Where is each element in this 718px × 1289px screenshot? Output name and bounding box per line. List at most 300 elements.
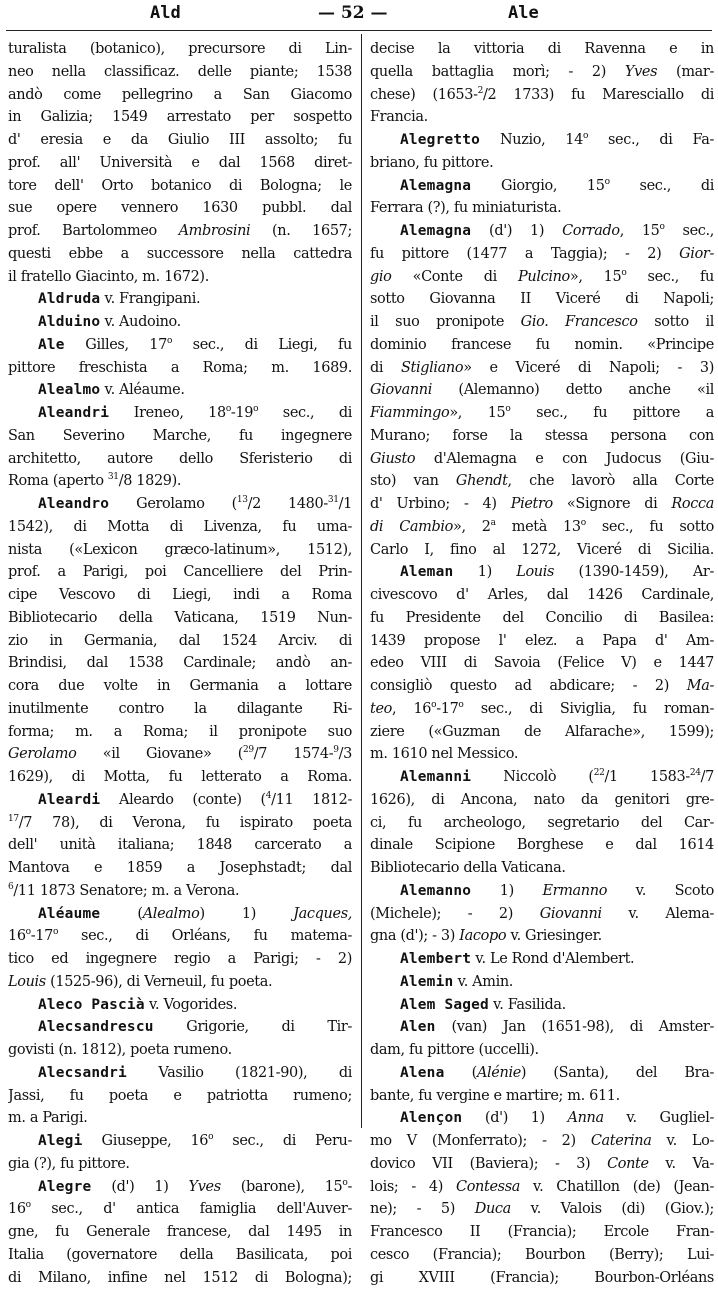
italic-text: Anna bbox=[568, 1110, 604, 1126]
text-line bbox=[8, 220, 352, 243]
line-text: (van) Jan (1651-98), di Amster- bbox=[436, 1019, 714, 1035]
line-text: sto) van bbox=[370, 473, 456, 489]
line-text: ci, fu archeologo, segretario del Car- bbox=[370, 815, 714, 831]
text-line bbox=[370, 698, 714, 721]
superscript: o bbox=[431, 700, 436, 710]
line-text: v. Griesinger. bbox=[506, 928, 602, 944]
text-line bbox=[370, 903, 714, 926]
italic-text: Gio. Francesco bbox=[521, 314, 638, 330]
superscript: o bbox=[505, 404, 510, 414]
entry-headword: Ale bbox=[38, 337, 65, 353]
text-line bbox=[8, 448, 352, 471]
superscript: o bbox=[253, 404, 258, 414]
text-line bbox=[8, 197, 352, 220]
line-text: Grigorie, di Tir- bbox=[154, 1019, 352, 1035]
line-text: edeo VIII di Savoia (Felice V) e 1447 bbox=[370, 655, 714, 671]
text-line bbox=[370, 84, 714, 107]
superscript: 2 bbox=[478, 86, 483, 96]
text-line bbox=[370, 1130, 714, 1153]
line-text: m. a Parigi. bbox=[8, 1110, 88, 1126]
superscript: o bbox=[581, 518, 586, 528]
text-line bbox=[8, 516, 352, 539]
text-line bbox=[8, 607, 352, 630]
line-text: Nuzio, 14 bbox=[480, 132, 583, 148]
line-text: govisti (n. 1812), poeta rumeno. bbox=[8, 1042, 232, 1058]
line-text: Carlo I, fino al 1272, Viceré di Sicilia. bbox=[370, 542, 714, 558]
superscript: o bbox=[208, 1132, 213, 1142]
superscript: 13 bbox=[237, 495, 248, 505]
line-text: -17 bbox=[436, 701, 458, 717]
superscript: 9 bbox=[333, 745, 338, 755]
entry-headword: Alençon bbox=[400, 1110, 462, 1126]
line-text: dominio francese fu nomin. «Principe bbox=[370, 337, 714, 353]
text-line bbox=[8, 38, 352, 61]
header-right-guide-word: Ale bbox=[508, 3, 539, 23]
entry-headword: Alecsandrescu bbox=[38, 1019, 154, 1035]
text-line bbox=[8, 129, 352, 152]
text-line bbox=[370, 288, 714, 311]
line-text: v. Valois (di) (Giov.); bbox=[511, 1201, 714, 1217]
line-text: architetto, autore dello Sferisterio di bbox=[8, 451, 352, 467]
line-text: (d') 1) bbox=[91, 1179, 188, 1195]
superscript: 29 bbox=[243, 745, 254, 755]
text-line bbox=[8, 334, 352, 357]
line-text: 1439 propose l' elez. a Papa d' Am- bbox=[370, 633, 714, 649]
text-line bbox=[8, 1221, 352, 1244]
text-line bbox=[8, 971, 352, 994]
text-line bbox=[8, 357, 352, 380]
italic-text: Alénie bbox=[477, 1065, 521, 1081]
line-text: (n. 1657; bbox=[250, 223, 352, 239]
line-text: questi ebbe a successore nella cattedra bbox=[8, 246, 352, 262]
italic-text: Pietro bbox=[511, 496, 553, 512]
text-line bbox=[370, 106, 714, 129]
italic-text: Giovanni bbox=[370, 382, 432, 398]
entry-headword: Alealmo bbox=[38, 382, 100, 398]
line-text: /8 1829). bbox=[119, 473, 181, 489]
superscript: 31 bbox=[108, 472, 119, 482]
entry-headword: Alemanni bbox=[400, 769, 471, 785]
line-text: consigliò questo ad abdicare; - 2) bbox=[370, 678, 687, 694]
line-text: » e Viceré di Napoli; - 3) bbox=[463, 360, 714, 376]
text-line bbox=[8, 1176, 352, 1199]
text-line bbox=[370, 425, 714, 448]
line-text: Niccolò ( bbox=[471, 769, 594, 785]
text-line bbox=[370, 197, 714, 220]
line-text: sec., fu sotto bbox=[586, 519, 714, 535]
text-line bbox=[8, 379, 352, 402]
superscript: o bbox=[342, 1178, 347, 1188]
italic-text: Conte bbox=[607, 1156, 649, 1172]
italic-text: Giovanni bbox=[540, 906, 602, 922]
entry-headword: Alemagna bbox=[400, 178, 471, 194]
line-text: dovico VII (Baviera); - 3) bbox=[370, 1156, 607, 1172]
italic-text: gio bbox=[370, 269, 392, 285]
text-line bbox=[8, 152, 352, 175]
text-line bbox=[370, 1039, 714, 1062]
line-text: San Severino Marche, fu ingegnere bbox=[8, 428, 352, 444]
line-text: di bbox=[370, 360, 401, 376]
line-text: sotto Giovanna II Viceré di Napoli; bbox=[370, 291, 714, 307]
line-text: », 15 bbox=[570, 269, 621, 285]
entry-headword: Aleardi bbox=[38, 792, 100, 808]
line-text: v. Vogorides. bbox=[145, 997, 237, 1013]
text-line bbox=[370, 539, 714, 562]
text-line bbox=[8, 994, 352, 1017]
entry-headword: Aleandri bbox=[38, 405, 109, 421]
entry-headword: Alegretto bbox=[400, 132, 480, 148]
line-text: cesco (Francia); Bourbon (Berry); Lui- bbox=[370, 1247, 714, 1263]
line-text: cora due volte in Germania a lottare bbox=[8, 678, 352, 694]
line-text: 1) bbox=[471, 883, 542, 899]
line-text: ne); - 5) bbox=[370, 1201, 475, 1217]
entry-headword: Alemin bbox=[400, 974, 453, 990]
line-text: /2 1480- bbox=[248, 496, 328, 512]
italic-text: Yves bbox=[625, 64, 657, 80]
line-text: Bibliotecario della Vaticana, 1519 Nun- bbox=[8, 610, 352, 626]
entry-headword: Alemagna bbox=[400, 223, 471, 239]
text-line bbox=[370, 334, 714, 357]
line-text: /11 1873 Senatore; m. a Verona. bbox=[13, 883, 239, 899]
column-divider bbox=[361, 34, 362, 1128]
line-text: Roma (aperto bbox=[8, 473, 108, 489]
text-line bbox=[8, 675, 352, 698]
line-text: /11 1812- bbox=[271, 792, 352, 808]
line-text: sec., di bbox=[610, 178, 714, 194]
text-line bbox=[8, 493, 352, 516]
text-line bbox=[8, 584, 352, 607]
line-text: prof. Bartolommeo bbox=[8, 223, 179, 239]
italic-text: Fiammingo bbox=[370, 405, 449, 421]
line-text: neo nella classificaz. delle piante; 1538 bbox=[8, 64, 352, 80]
line-text: Vasilio (1821-90), di bbox=[127, 1065, 352, 1081]
line-text: Francesco II (Francia); Ercole Fran- bbox=[370, 1224, 714, 1240]
line-text: Bibliotecario della Vaticana. bbox=[370, 860, 566, 876]
text-line bbox=[8, 1107, 352, 1130]
line-text: in Galizia; 1549 arrestato per sospetto bbox=[8, 109, 352, 125]
text-line bbox=[8, 288, 352, 311]
line-text: «Signore di bbox=[553, 496, 672, 512]
superscript: o bbox=[458, 700, 463, 710]
line-text: «Conte di bbox=[392, 269, 519, 285]
line-text: sec., bbox=[665, 223, 714, 239]
italic-text: Ghendt bbox=[456, 473, 508, 489]
left-column bbox=[8, 38, 352, 1289]
text-line bbox=[8, 630, 352, 653]
text-line bbox=[8, 1085, 352, 1108]
line-text: (mar- bbox=[657, 64, 714, 80]
line-text: gia (?), fu pittore. bbox=[8, 1156, 130, 1172]
text-line bbox=[8, 84, 352, 107]
text-line bbox=[8, 470, 352, 493]
line-text: bante, fu vergine e martire; m. 611. bbox=[370, 1088, 620, 1104]
line-text: /3 bbox=[339, 746, 352, 762]
italic-text: Giusto bbox=[370, 451, 415, 467]
line-text: », 15 bbox=[449, 405, 505, 421]
superscript: 4 bbox=[266, 791, 271, 801]
line-text: nista («Lexicon græco-latinum», 1512), bbox=[8, 542, 352, 558]
page-header bbox=[0, 3, 718, 29]
text-line bbox=[370, 880, 714, 903]
text-line bbox=[370, 1267, 714, 1289]
text-line bbox=[370, 971, 714, 994]
line-text: gi XVIII (Francia); Bourbon-Orléans bbox=[370, 1270, 714, 1286]
italic-text: Duca bbox=[475, 1201, 511, 1217]
line-text: 1) bbox=[453, 564, 516, 580]
line-text: Aleardo (conte) ( bbox=[100, 792, 266, 808]
line-text: , 16 bbox=[392, 701, 431, 717]
line-text: v. Fasilida. bbox=[489, 997, 566, 1013]
text-line bbox=[8, 1198, 352, 1221]
text-line bbox=[370, 1244, 714, 1267]
text-line bbox=[8, 106, 352, 129]
line-text: gna (d'); - 3) bbox=[370, 928, 459, 944]
text-line bbox=[370, 925, 714, 948]
line-text: sec., fu bbox=[626, 269, 714, 285]
line-text: ziere («Guzman de Alfarache», 1599); bbox=[370, 724, 714, 740]
line-text: ( bbox=[100, 906, 142, 922]
italic-text: Louis bbox=[516, 564, 554, 580]
line-text: turalista (botanico), precursore di Lin- bbox=[8, 41, 352, 57]
entry-headword: Alembert bbox=[400, 951, 471, 967]
superscript: o bbox=[605, 177, 610, 187]
line-text: d' eresia e da Giulio III assolto; fu bbox=[8, 132, 352, 148]
line-text: -19 bbox=[231, 405, 253, 421]
entry-headword: Alduino bbox=[38, 314, 100, 330]
text-line bbox=[370, 675, 714, 698]
line-text: v. Audoino. bbox=[100, 314, 181, 330]
line-text: Italia (governatore della Basilicata, poi bbox=[8, 1247, 352, 1263]
entry-headword: Aléaume bbox=[38, 906, 100, 922]
line-text: v. Le Rond d'Alembert. bbox=[471, 951, 634, 967]
text-line bbox=[370, 812, 714, 835]
line-text: v. Lo- bbox=[651, 1133, 714, 1149]
text-line bbox=[8, 834, 352, 857]
text-line bbox=[8, 243, 352, 266]
line-text: pittore freschista a Roma; m. 1689. bbox=[8, 360, 352, 376]
entry-headword: Alemanno bbox=[400, 883, 471, 899]
line-text: Giorgio, 15 bbox=[471, 178, 604, 194]
text-line bbox=[8, 698, 352, 721]
italic-text: Gerolamo bbox=[8, 746, 76, 762]
entry-headword: Aleco Pascià bbox=[38, 997, 145, 1013]
line-text: d'Alemagna e con Judocus (Giu- bbox=[415, 451, 714, 467]
line-text: sue opere vennero 1630 pubbl. dal bbox=[8, 200, 352, 216]
line-text: cipe Vescovo di Liegi, indi a Roma bbox=[8, 587, 352, 603]
italic-text: teo bbox=[370, 701, 392, 717]
right-column bbox=[370, 38, 714, 1289]
line-text: sec., di Peru- bbox=[213, 1133, 352, 1149]
line-text: dam, fu pittore (uccelli). bbox=[370, 1042, 539, 1058]
line-text: sec., di Fa- bbox=[588, 132, 714, 148]
line-text: chese) (1653- bbox=[370, 87, 478, 103]
italic-text: Jacques, bbox=[293, 906, 352, 922]
line-text: 16 bbox=[8, 928, 26, 944]
text-line bbox=[370, 243, 714, 266]
italic-text: Corrado bbox=[562, 223, 620, 239]
line-text: il suo pronipote bbox=[370, 314, 521, 330]
italic-text: Yves bbox=[189, 1179, 221, 1195]
line-text: /1 bbox=[339, 496, 352, 512]
text-line bbox=[370, 766, 714, 789]
text-line bbox=[8, 1062, 352, 1085]
italic-text: Louis bbox=[8, 974, 46, 990]
line-text: decise la vittoria di Ravenna e in bbox=[370, 41, 714, 57]
text-line bbox=[8, 880, 352, 903]
text-line bbox=[8, 311, 352, 334]
entry-headword: Alen bbox=[400, 1019, 436, 1035]
italic-text: Caterina bbox=[591, 1133, 652, 1149]
entry-headword: Aldruda bbox=[38, 291, 100, 307]
line-text: Mantova e 1859 a Josephstadt; dal bbox=[8, 860, 352, 876]
line-text: (Alemanno) detto anche «il bbox=[432, 382, 714, 398]
text-line bbox=[370, 948, 714, 971]
text-line bbox=[8, 766, 352, 789]
line-text: 1542), di Motta di Livenza, fu uma- bbox=[8, 519, 352, 535]
text-line bbox=[8, 903, 352, 926]
line-text: », 2 bbox=[453, 519, 491, 535]
line-text: ) (Santa), del Bra- bbox=[521, 1065, 714, 1081]
entry-headword: Alem Saged bbox=[400, 997, 489, 1013]
italic-text: Contessa bbox=[456, 1179, 520, 1195]
text-line bbox=[370, 470, 714, 493]
text-line bbox=[370, 493, 714, 516]
line-text: /1 1583- bbox=[604, 769, 689, 785]
text-line bbox=[8, 425, 352, 448]
line-text: - bbox=[347, 1179, 352, 1195]
line-text: sec., d' antica famiglia dell'Auver- bbox=[31, 1201, 352, 1217]
text-line bbox=[370, 175, 714, 198]
text-line bbox=[370, 607, 714, 630]
line-text: tico ed ingegnere regio a Parigi; - 2) bbox=[8, 951, 352, 967]
line-text: gne, fu Generale francese, dal 1495 in bbox=[8, 1224, 352, 1240]
superscript: o bbox=[583, 131, 588, 141]
line-text: «il Giovane» ( bbox=[76, 746, 243, 762]
text-line bbox=[370, 652, 714, 675]
header-left-guide-word: Ald bbox=[150, 3, 181, 23]
line-text: m. 1610 nel Messico. bbox=[370, 746, 518, 762]
text-line bbox=[8, 652, 352, 675]
line-text: 16 bbox=[8, 1201, 26, 1217]
line-text: prof. a Parigi, poi Cancelliere del Prin- bbox=[8, 564, 352, 580]
line-text: fu pittore (1477 a Taggia); - 2) bbox=[370, 246, 679, 262]
text-line bbox=[8, 1244, 352, 1267]
superscript: 24 bbox=[690, 768, 701, 778]
line-text: lois; - 4) bbox=[370, 1179, 456, 1195]
superscript: o bbox=[167, 336, 172, 346]
line-text: sec., di Orléans, fu matema- bbox=[58, 928, 352, 944]
italic-text: Ma- bbox=[687, 678, 714, 694]
entry-headword: Alegi bbox=[38, 1133, 82, 1149]
line-text: quella battaglia morì; - 2) bbox=[370, 64, 625, 80]
line-text: fu Presidente del Concilio di Basilea: bbox=[370, 610, 714, 626]
line-text: sec., di bbox=[258, 405, 352, 421]
line-text: , che lavorò alla Corte bbox=[508, 473, 714, 489]
text-line bbox=[370, 1107, 714, 1130]
text-line bbox=[8, 1130, 352, 1153]
line-text: sec., di Liegi, fu bbox=[172, 337, 352, 353]
superscript: o bbox=[226, 404, 231, 414]
line-text: (barone), 15 bbox=[221, 1179, 343, 1195]
text-line bbox=[370, 357, 714, 380]
line-text: prof. all' Università e dal 1568 diret- bbox=[8, 155, 352, 171]
text-line bbox=[370, 1016, 714, 1039]
text-line bbox=[8, 789, 352, 812]
line-text: Francia. bbox=[370, 109, 428, 125]
italic-text: Iacopo bbox=[459, 928, 506, 944]
text-line bbox=[370, 402, 714, 425]
line-text: -17 bbox=[31, 928, 53, 944]
line-text: briano, fu pittore. bbox=[370, 155, 493, 171]
line-text: dinale Scipione Borghese e dal 1614 bbox=[370, 837, 714, 853]
text-line bbox=[370, 266, 714, 289]
line-text: Jassi, fu poeta e patriotta rumeno; bbox=[8, 1088, 352, 1104]
line-text: di Milano, infine nel 1512 di Bologna); bbox=[8, 1270, 352, 1286]
line-text: v. Scoto bbox=[607, 883, 714, 899]
text-line bbox=[370, 516, 714, 539]
text-line bbox=[8, 1039, 352, 1062]
superscript: 31 bbox=[328, 495, 339, 505]
italic-text: Pulcino bbox=[518, 269, 570, 285]
text-line bbox=[370, 379, 714, 402]
text-line bbox=[8, 812, 352, 835]
line-text: (d') 1) bbox=[462, 1110, 567, 1126]
line-text: /7 1574- bbox=[254, 746, 333, 762]
text-line bbox=[370, 311, 714, 334]
entry-headword: Aleman bbox=[400, 564, 453, 580]
line-text: civescovo d' Arles, dal 1426 Cardinale, bbox=[370, 587, 714, 603]
italic-text: Rocca bbox=[671, 496, 714, 512]
line-text: ( bbox=[444, 1065, 476, 1081]
superscript: 17 bbox=[8, 814, 19, 824]
line-text: v. Alema- bbox=[602, 906, 714, 922]
text-line bbox=[370, 61, 714, 84]
line-text: Ireneo, 18 bbox=[109, 405, 226, 421]
line-text: sec., fu pittore a bbox=[510, 405, 714, 421]
text-line bbox=[370, 152, 714, 175]
text-line bbox=[370, 789, 714, 812]
superscript: o bbox=[621, 268, 626, 278]
line-text: (1525-96), di Verneuil, fu poeta. bbox=[46, 974, 272, 990]
superscript: 22 bbox=[594, 768, 605, 778]
text-line bbox=[8, 1016, 352, 1039]
text-line bbox=[370, 448, 714, 471]
superscript: o bbox=[26, 927, 31, 937]
text-line bbox=[8, 266, 352, 289]
text-line bbox=[370, 1198, 714, 1221]
line-text: Ferrara (?), fu miniaturista. bbox=[370, 200, 561, 216]
superscript: o bbox=[26, 1200, 31, 1210]
italic-text: Ermanno bbox=[542, 883, 607, 899]
superscript: o bbox=[660, 222, 665, 232]
line-text: /7 78), di Verona, fu ispirato poeta bbox=[19, 815, 352, 831]
line-text: forma; m. a Roma; il pronipote suo bbox=[8, 724, 352, 740]
line-text: tore dell' Orto botanico di Bologna; le bbox=[8, 178, 352, 194]
line-text: dell' unità italiana; 1848 carcerato a bbox=[8, 837, 352, 853]
line-text: sec., di Siviglia, fu roman- bbox=[464, 701, 715, 717]
text-line bbox=[8, 539, 352, 562]
text-line bbox=[8, 948, 352, 971]
text-line bbox=[370, 220, 714, 243]
line-text: v. Gugliel- bbox=[604, 1110, 714, 1126]
entry-headword: Aleandro bbox=[38, 496, 109, 512]
text-line bbox=[370, 38, 714, 61]
text-line bbox=[370, 1085, 714, 1108]
entry-headword: Alegre bbox=[38, 1179, 91, 1195]
line-text: (d') 1) bbox=[471, 223, 562, 239]
text-line bbox=[370, 834, 714, 857]
text-line bbox=[8, 1153, 352, 1176]
